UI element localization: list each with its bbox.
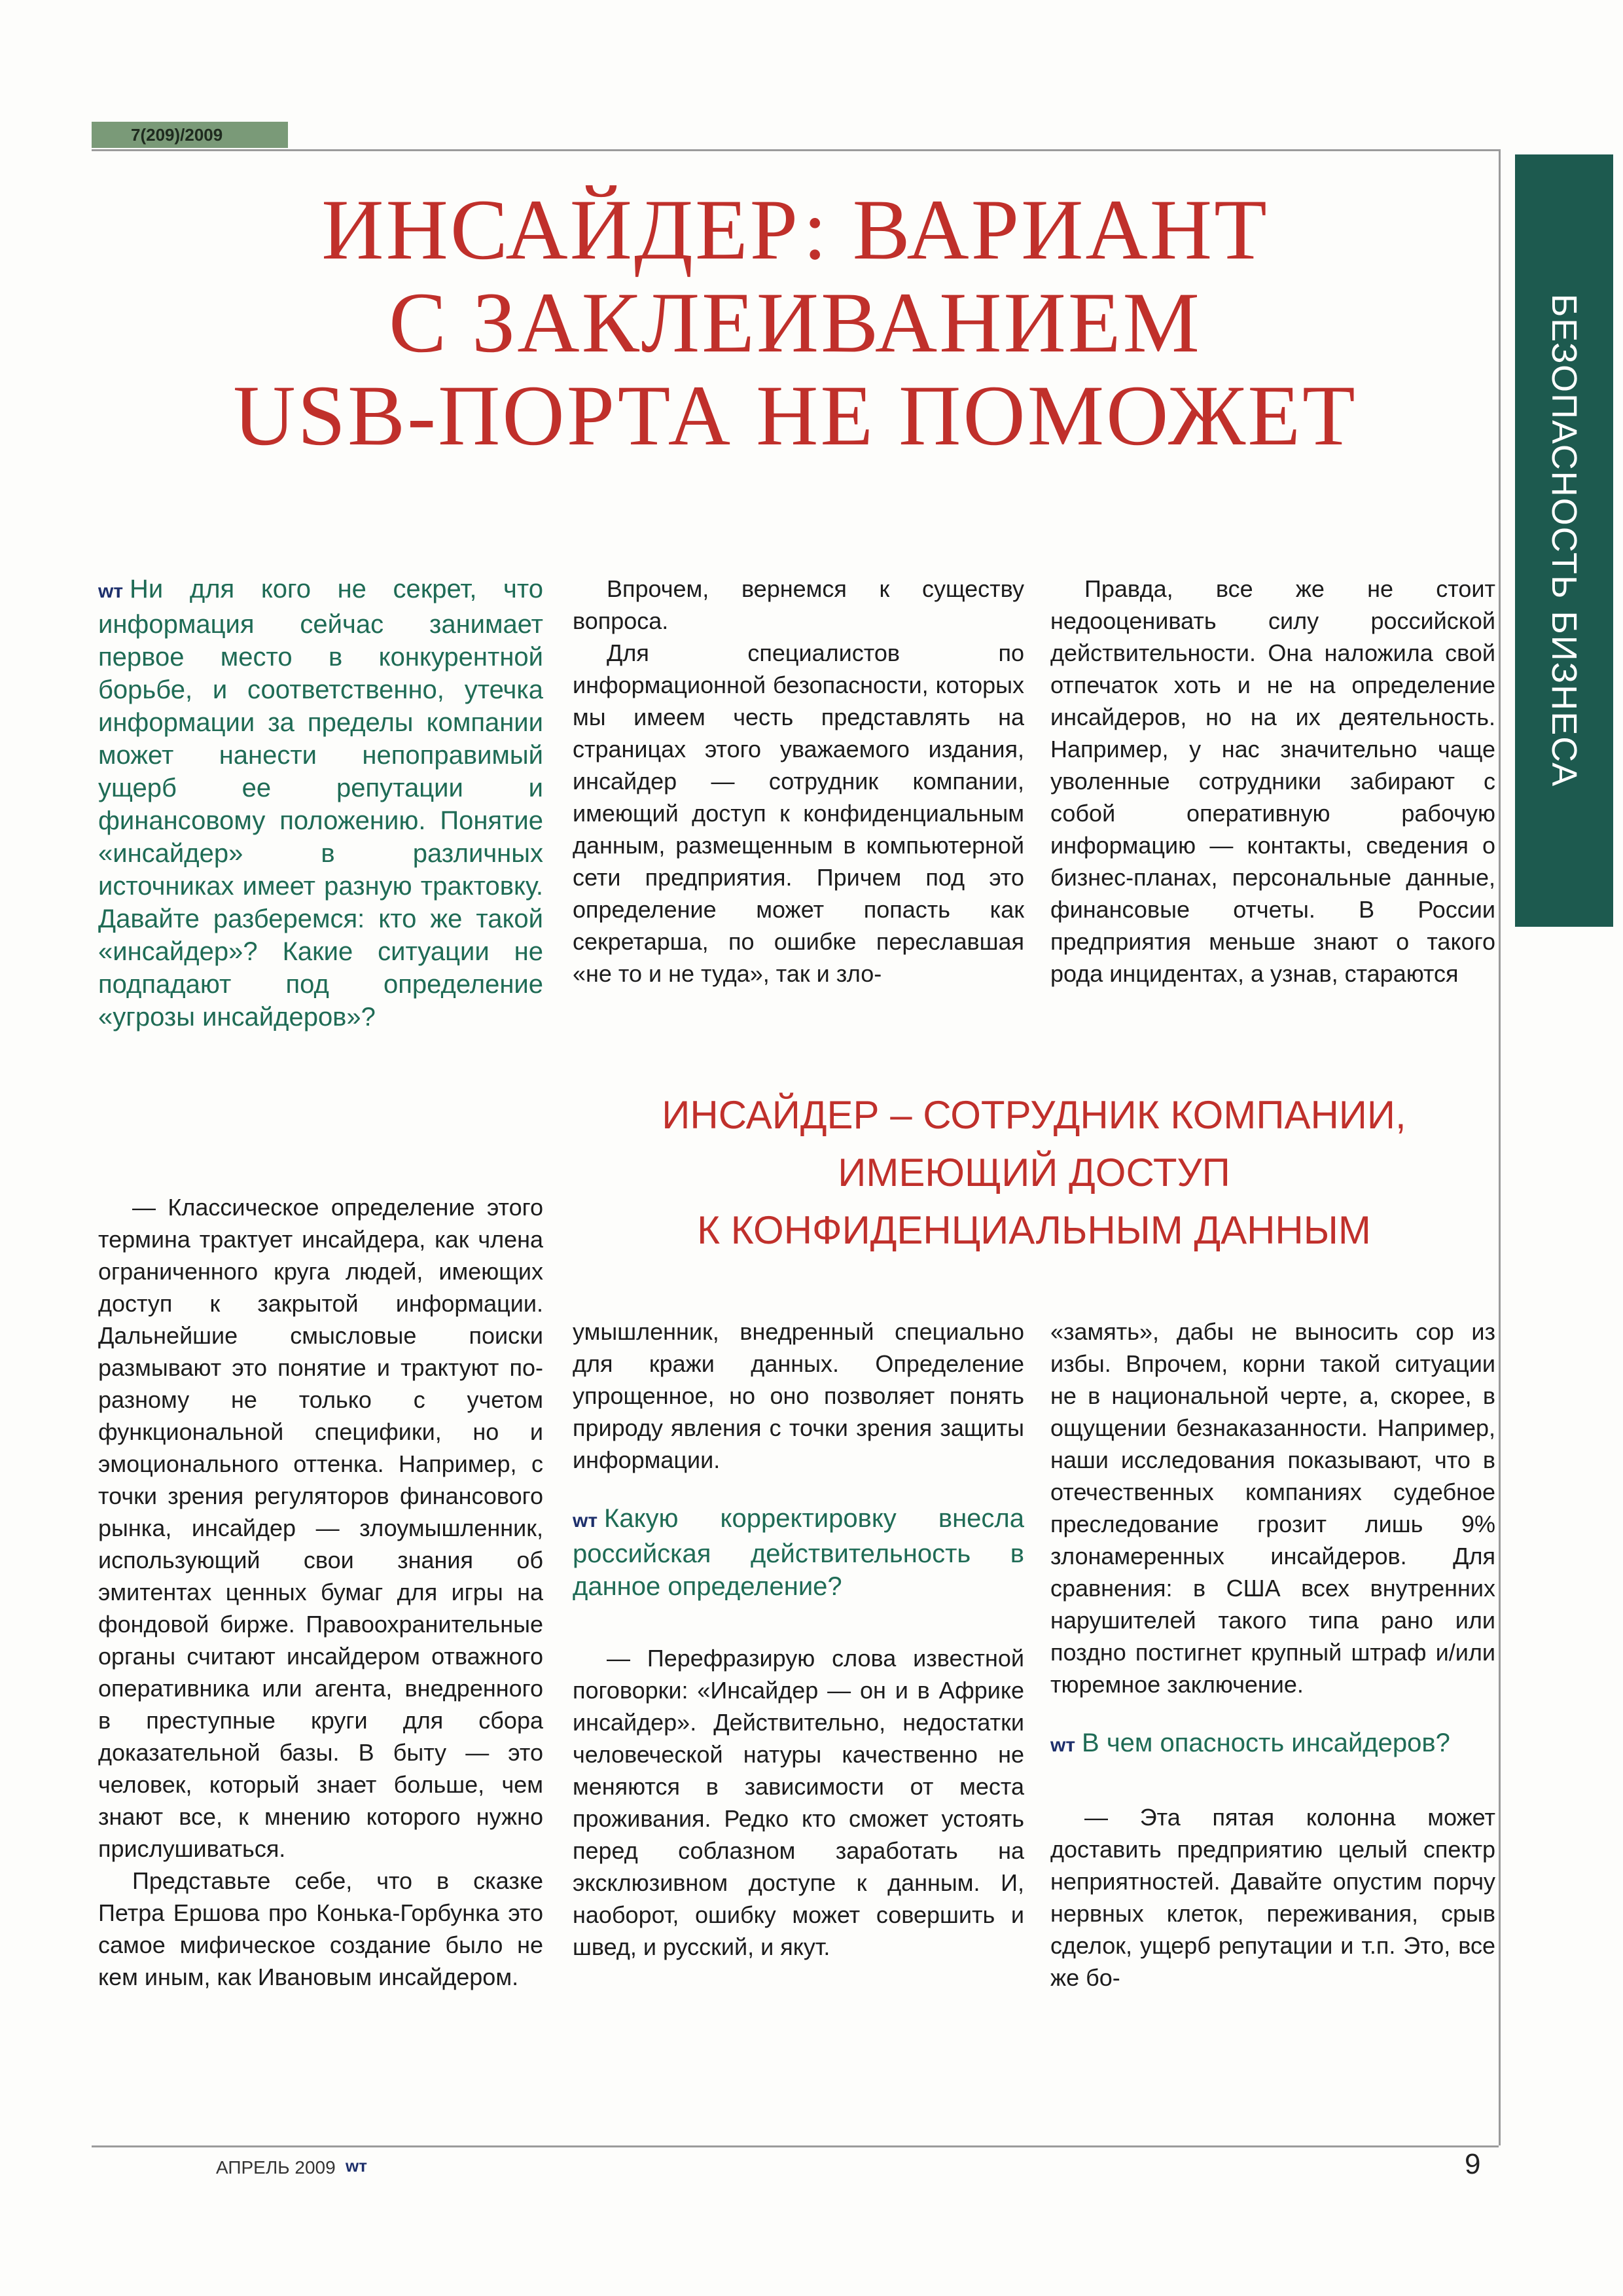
footer-date: АПРЕЛЬ 2009 xyxy=(216,2157,336,2178)
top-divider xyxy=(92,149,1499,151)
interview-question xyxy=(1050,1727,1495,1762)
paragraph: Для специалистов по информационной безопасности, которых мы имеем честь представлять на страницах этого уважаемого издания, инсайдер — сотрудник компании, имеющий доступ к конфиденциальным данным, размещенным в компьютерной сети предприятия. Причем под это определение может попасть как секретарша, по ошибке переславшая «не то и не туда», так и зло- xyxy=(573,639,1024,987)
issue-number-tag: 7(209)/2009 xyxy=(92,122,288,148)
title-line-3: USB-ПОРТА НЕ ПОМОЖЕТ xyxy=(233,367,1357,463)
pull-quote-line-2: ИМЕЮЩИЙ ДОСТУП xyxy=(838,1151,1230,1194)
wt-logo-icon: wт xyxy=(98,581,124,602)
paragraph: умышленник, внедренный специально для кражи данных. Определение упрощенное, но оно позволяет понять природу явления с точки зрения защиты информации. xyxy=(573,1318,1024,1473)
wt-logo-icon: wт xyxy=(346,2156,367,2176)
interview-question xyxy=(573,1502,1024,1603)
right-divider xyxy=(1499,149,1501,2145)
title-line-1: ИНСАЙДЕР: ВАРИАНТ xyxy=(321,181,1269,278)
wt-logo-icon: wт xyxy=(573,1510,598,1532)
article-title xyxy=(92,183,1499,462)
question-text: В чем опасность инсайдеров? xyxy=(1082,1729,1450,1757)
wt-logo-icon: wт xyxy=(1050,1734,1076,1756)
pull-quote xyxy=(576,1086,1492,1259)
section-label: БЕЗОПАСНОСТЬ БИЗНЕСА xyxy=(1544,293,1584,788)
lead-text: Ни для кого не секрет, что информация сейчас занимает первое место в конкурентной борьбе, и соответственно, утечка информации за пределы компании может нанести непоправимый ущерб ее репутации и финансовому положению. Понятие «инсайдер» в различных источниках имеет разную трактовку. Давайте разберемся: кто же такой «инсайдер»? Какие ситуации не подпадают под определение «угрозы инсайдеров»? xyxy=(98,575,543,1031)
paragraph: «замять», дабы не выносить сор из избы. Впрочем, корни такой ситуации не в национальной черте, а, скорее, в ощущении безнаказанности. Например, наши исследования показывают, что в отечественных компаниях судебное преследование грозит лишь 9% злонамеренных инсайдеров. Для сравнения: в США всех внутренних нарушителей такого типа рано или поздно постигнет крупный штраф и/или тюремное заключение. xyxy=(1050,1318,1495,1698)
paragraph: Правда, все же не стоит недооценивать силу российской действительности. Она наложила свой отпечаток хоть и не на определение инсайдеров, но на их деятельность. Например, у нас значительно чаще уволенные сотрудники забирают с собой оперативную рабочую информацию — контакты, сведения о бизнес-планах, персональные данные, финансовые отчеты. В России предприятия меньше знают о такого рода инцидентах, а узнав, стараются xyxy=(1050,575,1495,987)
column-3-bottom xyxy=(1050,1316,1495,1994)
paragraph: — Классическое определение этого термина трактует инсайдера, как члена ограниченного круга людей, имеющих доступ к закрытой информации. Дальнейшие смысловые поиски размывают это понятие и трактуют по-разному не только с учетом функциональной специфики, но и эмоционального оттенка. Например, с точки зрения регуляторов финансового рынка, инсайдер — злоумышленник, использующий свои знания об эмитентах ценных бумаг для игры на фондовой бирже. Правоохранительные органы считают инсайдером отважного оперативника или агента, внедренного в преступные круги для сбора доказательной базы. В быту — это человек, который знает больше, чем знают все, к мнению которого нужно прислушиваться. xyxy=(98,1194,543,1862)
lead-paragraph xyxy=(98,573,543,1033)
section-band xyxy=(1515,154,1613,927)
column-2-top xyxy=(573,573,1024,990)
paragraph: Представьте себе, что в сказке Петра Ершова про Конька-Горбунка это самое мифическое создание было не кем иным, как Ивановым инсайдером. xyxy=(98,1867,543,1990)
paragraph: — Перефразирую слова известной поговорки: «Инсайдер — он и в Африке инсайдер». Действительно, недостатки человеческой натуры качественно не меняются в зависимости от места проживания. Редко кто сможет устоять перед соблазном заработать на эксклюзивном доступе к данным. И, наоборот, ошибку может совершить и швед, и русский, и якут. xyxy=(573,1645,1024,1960)
pull-quote-line-3: К КОНФИДЕНЦИАЛЬНЫМ ДАННЫМ xyxy=(697,1208,1371,1252)
question-text: Какую корректировку внесла российская действительность в данное определение? xyxy=(573,1504,1024,1601)
paragraph: — Эта пятая колонна может доставить предприятию целый спектр неприятностей. Давайте опустим порчу нервных клеток, переживания, срыв сделок, ущерб репутации и т.п. Это, все же бо- xyxy=(1050,1804,1495,1991)
pull-quote-line-1: ИНСАЙДЕР – СОТРУДНИК КОМПАНИИ, xyxy=(662,1093,1406,1137)
column-1-top xyxy=(98,573,543,1033)
column-2-bottom xyxy=(573,1316,1024,1963)
paragraph: Впрочем, вернемся к существу вопроса. xyxy=(573,575,1024,634)
page-number: 9 xyxy=(1465,2148,1481,2180)
title-line-2: С ЗАКЛЕИВАНИЕМ xyxy=(389,274,1202,370)
bottom-divider xyxy=(92,2145,1499,2147)
column-3-top xyxy=(1050,573,1495,990)
column-1-bottom xyxy=(98,1191,543,1993)
